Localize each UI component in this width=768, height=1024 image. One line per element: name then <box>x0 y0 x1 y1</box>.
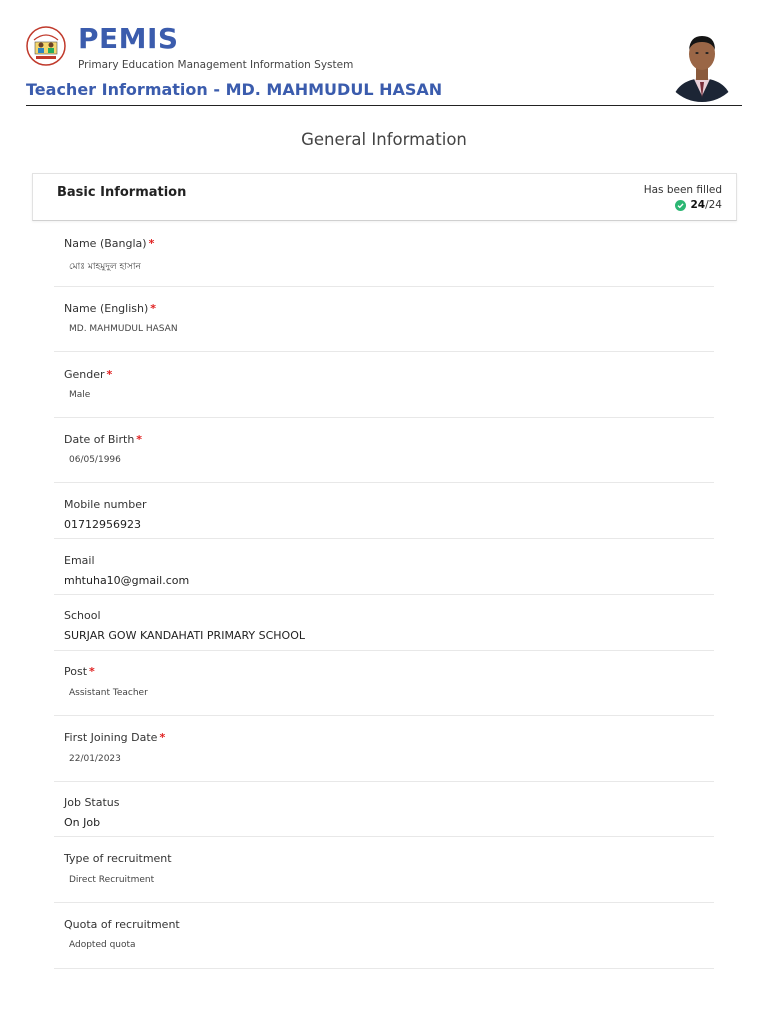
filled-done: 24 <box>690 199 706 211</box>
basic-info-card-header <box>32 173 737 221</box>
field-type-of-recruitment <box>54 837 714 903</box>
field-gender <box>54 352 714 418</box>
section-title: General Information <box>301 130 467 149</box>
field-value: Male <box>69 390 91 400</box>
field-school <box>54 595 714 651</box>
field-value: 06/05/1996 <box>69 455 121 465</box>
filled-count <box>675 199 722 211</box>
field-quota-of-recruitment <box>54 903 714 969</box>
field-value: Assistant Teacher <box>69 688 148 698</box>
field-name-bangla <box>54 222 714 287</box>
field-label: Post <box>64 665 88 678</box>
filled-total: /24 <box>705 199 722 211</box>
app-name: PEMIS <box>78 22 179 55</box>
field-mobile-number <box>54 483 714 539</box>
field-name-english <box>54 287 714 352</box>
field-first-joining-date <box>54 716 714 782</box>
field-value: Adopted quota <box>69 940 136 950</box>
field-label: Name (Bangla) <box>64 237 147 250</box>
field-value: 22/01/2023 <box>69 754 121 764</box>
teacher-title: Teacher Information - MD. MAHMUDUL HASAN <box>26 80 443 99</box>
field-label: Date of Birth <box>64 433 135 446</box>
field-value: 01712956923 <box>64 518 141 531</box>
field-label: Name (English) <box>64 302 149 315</box>
teacher-photo <box>662 22 742 102</box>
basic-info-title: Basic Information <box>57 185 187 200</box>
field-label: Type of recruitment <box>64 852 172 865</box>
field-label: First Joining Date <box>64 731 158 744</box>
field-value: Direct Recruitment <box>69 875 155 885</box>
required-mark: * <box>150 302 157 315</box>
field-label: Quota of recruitment <box>64 918 180 931</box>
field-value: MD. MAHMUDUL HASAN <box>69 324 178 334</box>
field-post <box>54 651 714 716</box>
field-label: Email <box>64 554 95 567</box>
required-mark: * <box>159 731 166 744</box>
header-divider <box>26 105 742 106</box>
app-subtitle: Primary Education Management Information System <box>78 59 354 71</box>
field-value: mhtuha10@gmail.com <box>64 574 190 587</box>
field-value: মোঃ মাহমুদুল হাসান <box>69 262 141 272</box>
field-job-status <box>54 782 714 837</box>
required-mark: * <box>148 237 155 250</box>
check-circle-icon <box>675 200 686 211</box>
field-label: Mobile number <box>64 498 147 511</box>
field-label: Job Status <box>64 796 120 809</box>
required-mark: * <box>89 665 95 678</box>
field-value: SURJAR GOW KANDAHATI PRIMARY SCHOOL <box>64 629 305 642</box>
required-mark: * <box>106 368 113 381</box>
page-header <box>0 0 768 108</box>
pemis-logo <box>26 26 66 66</box>
field-value: On Job <box>64 816 101 829</box>
field-email <box>54 539 714 595</box>
field-label: Gender <box>64 368 105 381</box>
required-mark: * <box>136 433 143 446</box>
filled-label: Has been filled <box>643 184 722 196</box>
field-label: School <box>64 609 101 622</box>
field-date-of-birth <box>54 418 714 483</box>
